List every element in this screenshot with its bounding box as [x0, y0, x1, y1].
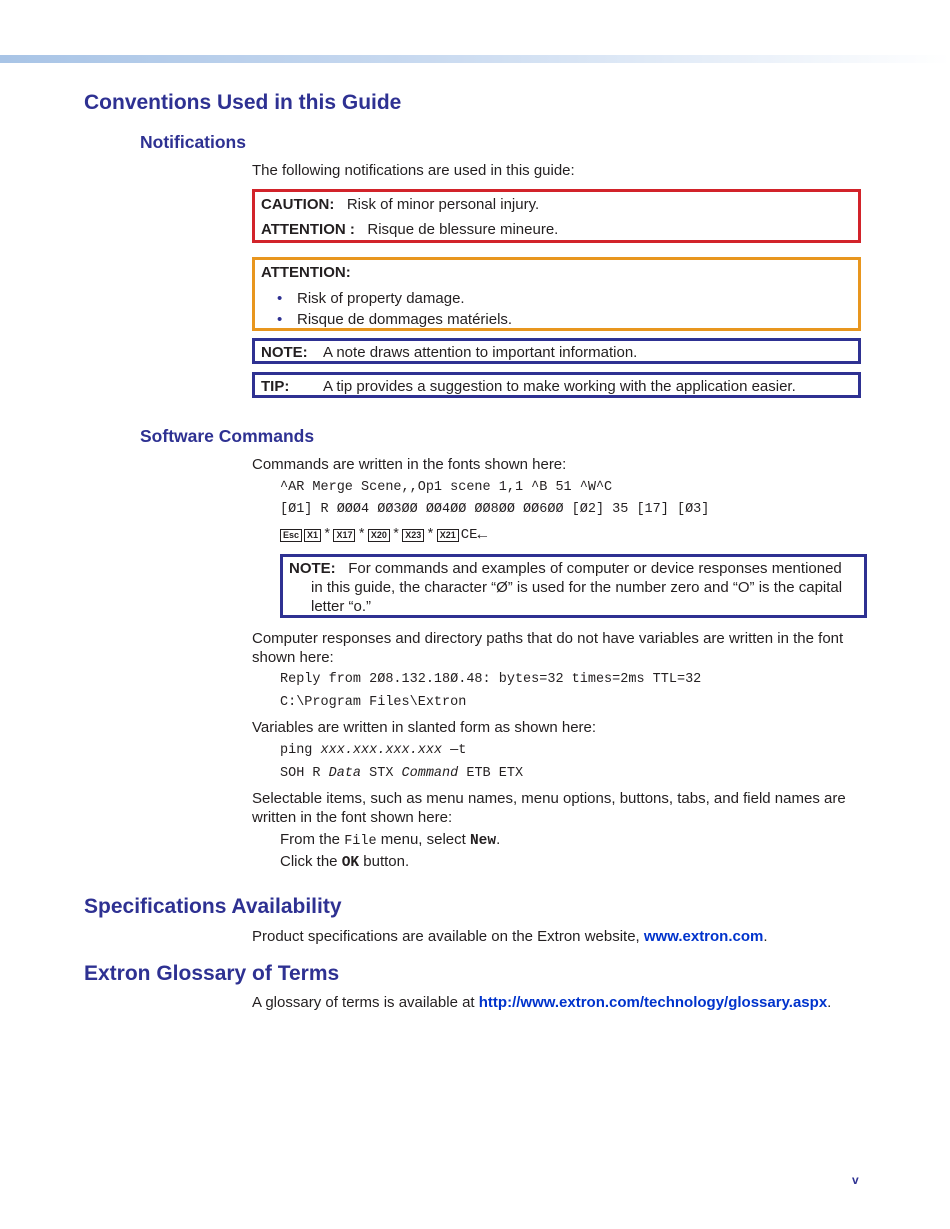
glossary-link[interactable]: http://www.extron.com/technology/glossary.aspx	[478, 994, 828, 1011]
key-separator: *	[323, 527, 332, 543]
tip-row	[261, 377, 796, 396]
tip-text: A tip provides a suggestion to make working with the application easier.	[323, 378, 796, 395]
list-item: • Risque de dommages matériels.	[277, 311, 513, 328]
key-separator: *	[391, 527, 401, 543]
glossary-text: A glossary of terms is available at http://www.extron.com/technology/glossary.aspx.	[252, 994, 832, 1011]
notifications-intro: The following notifications are used in this guide:	[252, 162, 575, 179]
variable-example-2: SOH R Data STX Command ETB ETX	[280, 766, 524, 781]
selectable-intro: Selectable items, such as menu names, menu options, buttons, tabs, and field names are written in the font shown here:	[252, 790, 846, 826]
key-esc: Esc	[280, 529, 302, 542]
key-x1: X1	[304, 529, 321, 542]
tip-label: TIP:	[261, 378, 290, 395]
attention-label: ATTENTION:	[261, 264, 351, 281]
key-x17: X17	[333, 529, 355, 542]
list-item: • Risk of property damage.	[277, 290, 465, 307]
key-separator: *	[426, 527, 435, 543]
key-separator: *	[357, 527, 366, 543]
tip-box	[252, 372, 861, 398]
key-x23: X23	[402, 529, 424, 542]
software-note-box	[280, 554, 867, 618]
section-title-glossary: Extron Glossary of Terms	[84, 962, 340, 985]
caution-label: CAUTION:	[261, 196, 335, 213]
note-text: A note draws attention to important information.	[323, 344, 638, 361]
caution-box	[252, 189, 861, 243]
attention-fr-text: Risque de blessure mineure.	[367, 221, 559, 238]
header-gradient-bar	[0, 55, 950, 63]
caution-row	[261, 195, 539, 214]
software-note-text: For commands and examples of computer or device responses mentioned in this guide, the character “Ø” is used for the number zero and “O” is the capital letter “o.”	[311, 560, 843, 615]
key-x21: X21	[437, 529, 459, 542]
specifications-text: Product specifications are available on the Extron website, www.extron.com.	[252, 928, 768, 945]
section-title-specifications: Specifications Availability	[84, 895, 342, 918]
enter-arrow-icon: ←	[477, 526, 488, 544]
key-x20: X20	[368, 529, 390, 542]
section-title-conventions: Conventions Used in this Guide	[84, 91, 402, 114]
commands-intro: Commands are written in the fonts shown here:	[252, 456, 567, 473]
responses-intro: Computer responses and directory paths that do not have variables are written in the font shown here:	[252, 630, 844, 666]
attention-fr-row	[261, 220, 558, 239]
response-example-2: C:\Program Files\Extron	[280, 695, 467, 710]
note-box	[252, 338, 861, 364]
command-example-1: ^AR Merge Scene,,Op1 scene 1,1 ^B 51 ^W^C	[280, 480, 613, 495]
selectable-example-1: From the File menu, select New.	[280, 831, 501, 849]
variable-example-1: ping xxx.xxx.xxx.xxx —t	[280, 743, 467, 758]
note-label: NOTE:	[261, 344, 308, 361]
key-sequence	[280, 526, 487, 546]
command-example-2: [Ø1] R ØØØ4 ØØ3ØØ ØØ4ØØ ØØ8ØØ ØØ6ØØ [Ø2] 35 [17] [Ø3]	[280, 502, 710, 517]
extron-website-link[interactable]: www.extron.com	[643, 928, 764, 945]
attention-box	[252, 257, 861, 331]
attention-fr-label: ATTENTION :	[261, 221, 355, 238]
heading-notifications: Notifications	[140, 132, 246, 152]
note-row	[261, 343, 637, 362]
selectable-example-2: Click the OK button.	[280, 853, 410, 871]
key-tail: CE	[460, 527, 478, 543]
caution-text: Risk of minor personal injury.	[346, 196, 540, 213]
software-note-label: NOTE:	[289, 560, 336, 577]
software-note	[289, 559, 855, 616]
heading-software-commands: Software Commands	[140, 426, 315, 446]
page-number: v	[852, 1173, 859, 1187]
response-example-1: Reply from 2Ø8.132.18Ø.48: bytes=32 times=2ms TTL=32	[280, 672, 702, 687]
variables-intro: Variables are written in slanted form as shown here:	[252, 719, 597, 736]
